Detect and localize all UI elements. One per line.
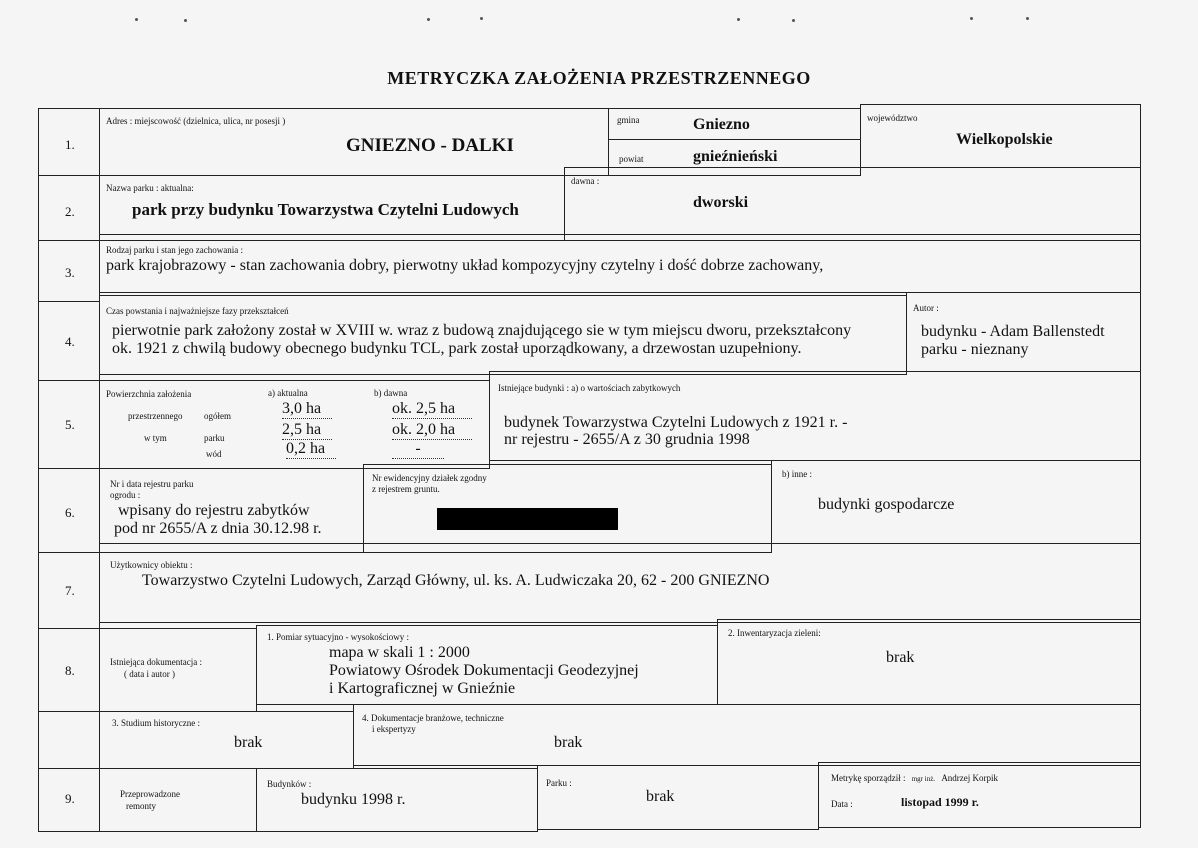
other-buildings-cell [771,460,1141,544]
row-number: 6. [65,505,75,520]
area-water-label: wód [206,449,222,459]
current-area-label: a) aktualna [268,388,308,398]
park-type-label: Rodzaj parku i stan jego zachowania : [106,245,243,255]
row-number: 3. [65,265,75,280]
address-cell [99,108,609,176]
historical-study-label: 3. Studium historyczne : [112,718,200,728]
history-line-1: pierwotnie park założony został w XVIII w. wraz z budową znajdującego sie w tym miejscu dworu, przekształcony [112,322,852,339]
prepared-by-label: Metrykę sporządził : [831,773,906,783]
other-buildings-value: budynki gospodarcze [818,496,955,513]
plot-number-cell [363,464,772,553]
row-number: 5. [65,417,75,432]
buildings-line-2: nr rejestru - 2655/A z 30 grudnia 1998 [504,431,750,448]
author-label: Autor : [913,303,939,313]
area-cell [99,380,490,469]
survey-label: 1. Pomiar sytuacyjno - wysokościowy : [267,632,409,642]
date-label: Data : [831,799,853,809]
gmina-value: Gniezno [693,116,750,133]
current-water-area: 0,2 ha [286,440,336,459]
register-label-2: ogrodu : [110,490,141,500]
area-przestrzennego-label: przestrzennego [128,411,183,421]
users-value: Towarzystwo Czytelni Ludowych, Zarząd Główny, ul. ks. A. Ludwiczaka 20, 62 - 200 GNIEZNO [142,572,770,589]
current-total-area: 3,0 ha [282,400,332,419]
wojewodztwo-value: Wielkopolskie [956,131,1053,148]
register-label-1: Nr i data rejestru parku [110,479,194,489]
technical-docs-label-2: i ekspertyzy [372,724,416,734]
other-buildings-label: b) inne : [782,469,812,479]
park-type-value: park krajobrazowy - stan zachowania dobry, pierwotny układ kompozycyjny czytelny i dość dobrze zachowany, [106,257,824,274]
technical-docs-value: brak [554,734,583,751]
register-line-2: pod nr 2655/A z dnia 30.12.98 r. [114,520,322,537]
wojewodztwo-label: województwo [867,113,918,123]
building-renovations-cell [256,768,538,832]
building-renovations-value: budynku 1998 r. [301,791,406,808]
park-name-value: park przy budynku Towarzystwa Czytelni Ludowych [132,200,519,219]
prepared-by [831,773,998,785]
powiat-value: gnieźnieński [693,148,778,165]
former-park-area: ok. 2,0 ha [392,421,472,440]
current-park-area: 2,5 ha [282,421,332,440]
gmina-cell [608,108,861,140]
author-building: budynku - Adam Ballenstedt [921,323,1105,340]
document-title: METRYCZKA ZAŁOŻENIA PRZESTRZENNEGO [387,68,811,88]
row-number: 2. [65,204,75,219]
scan-speck [970,17,973,20]
documentation-label-2: ( data i autor ) [124,669,175,679]
prepared-by-name: Andrzej Korpik [941,773,999,783]
scan-speck [427,18,430,21]
renovations-label-cell [99,768,257,832]
prepared-by-cell [818,762,1141,828]
plot-number-label-1: Nr ewidencyjny działek zgodny [372,473,487,483]
scan-speck [1026,17,1029,20]
buildings-cell [489,371,1141,461]
row-2-number-cell [38,175,100,241]
register-cell [99,468,364,553]
area-total-label: ogółem [204,411,231,421]
former-total-area: ok. 2,5 ha [392,400,472,419]
users-cell [99,543,1141,623]
historical-study-value: brak [234,734,263,751]
row-8b-number-cell [38,711,100,769]
wojewodztwo-cell [860,104,1141,168]
park-type-cell [99,234,1141,293]
scan-speck [184,19,187,22]
documentation-label-1: Istniejąca dokumentacja : [110,657,202,667]
row-number: 9. [65,791,75,806]
documentation-label-cell [99,628,257,712]
row-9-number-cell [38,768,100,832]
prepared-by-title: mgr inż. [911,775,936,783]
area-label: Powierzchnia założenia [106,389,192,399]
park-renovations-cell [537,765,819,830]
row-5-number-cell [38,380,100,469]
history-line-2: ok. 1921 z chwilą budowy obecnego budynku TCL, park został uporządkowany, a drzewostan uzupełniony. [112,340,802,357]
row-6-number-cell [38,468,100,553]
row-1-number-cell [38,108,100,176]
survey-line-1: mapa w skali 1 : 2000 [329,644,470,661]
address-label: Adres : miejscowość (dzielnica, ulica, nr posesji ) [106,116,286,126]
plot-number-label-2: z rejestrem gruntu. [372,484,440,494]
row-4-number-cell [38,301,100,381]
scan-speck [737,18,740,21]
former-area-label: b) dawna [374,388,408,398]
row-number: 8. [65,663,75,678]
park-name-label: Nazwa parku : aktualna: [106,183,194,193]
survey-line-3: i Kartograficznej w Gnieźnie [329,680,516,697]
survey-line-2: Powiatowy Ośrodek Dokumentacji Geodezyjnej [329,662,639,679]
scan-speck [792,19,795,22]
history-label: Czas powstania i najważniejsze fazy przekształceń [106,306,289,316]
historical-study-cell [99,711,354,769]
renovations-label-1: Przeprowadzone [120,789,180,799]
author-park: parku - nieznany [921,341,1029,358]
redacted-plot-number [437,508,618,530]
scan-speck [135,18,138,21]
gmina-label: gmina [617,115,640,125]
former-name-value: dworski [693,194,749,211]
users-label: Użytkownicy obiektu : [110,560,193,570]
powiat-label: powiat [619,154,644,164]
row-8-number-cell [38,628,100,712]
park-renovations-value: brak [646,788,675,805]
area-park-label: parku [204,433,225,443]
park-renovations-label: Parku : [546,778,572,788]
technical-docs-cell [353,704,1141,766]
park-name-cell [99,175,565,241]
author-cell [906,292,1141,372]
renovations-label-2: remonty [126,801,156,811]
survey-cell [256,625,718,705]
row-number: 4. [65,334,75,349]
greenery-value: brak [886,649,915,666]
history-cell [99,295,907,375]
building-renovations-label: Budynków : [267,779,312,789]
register-line-1: wpisany do rejestru zabytków [118,502,310,519]
row-7-number-cell [38,552,100,629]
scan-speck [480,17,483,20]
technical-docs-label-1: 4. Dokumentacje branżowe, techniczne [362,713,504,723]
greenery-cell [717,619,1141,705]
greenery-label: 2. Inwentaryzacja zieleni: [728,628,821,638]
former-water-area: - [392,440,444,459]
row-number: 1. [65,137,75,152]
date-value: listopad 1999 r. [901,795,979,809]
address-value: GNIEZNO - DALKI [346,135,514,156]
row-3-number-cell [38,240,100,302]
former-name-cell [564,167,1141,241]
former-name-label: dawna : [571,176,600,186]
buildings-line-1: budynek Towarzystwa Czytelni Ludowych z 1921 r. - [504,414,848,431]
row-number: 7. [65,583,75,598]
buildings-label: Istniejące budynki : a) o wartościach zabytkowych [498,383,681,393]
area-w-tym-label: w tym [144,433,167,443]
